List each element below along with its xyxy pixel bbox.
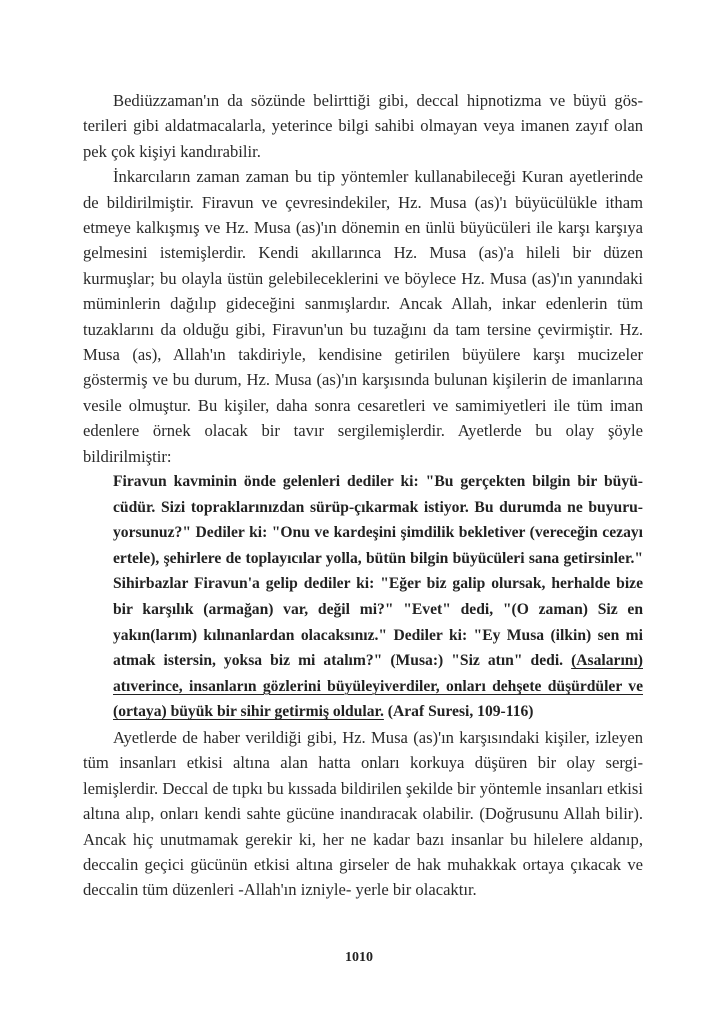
paragraph-intro: Bediüzzaman'ın da sözünde belirttiği gibi, deccal hipnotizma ve büyü gösterileri gibi aldatmacalarla, yeterince bilgi sahibi olmayan veya imanen zayıf olan pek çok kişiyi kandırabilir. [83,91,643,161]
page-number: 1010 [345,950,373,965]
paragraph-pharaoh-story: İnkarcıların zaman zaman bu tip yöntemler kullanabileceği Kuran ayetlerinde de bildirilmiştir. Firavun ve çevresindekiler, Hz. Musa (as)'ı büyücülükle itham etmeye kalkışmış ve Hz. Musa (as)'ın dönemin en ünlü büyücüleri ile karşı karşıya gelmesini istemişlerdir. Kendi akıllarınca Hz. Musa (as)'a hileli bir düzen kurmuşlar; bu olayla üstün gelebileceklerini ve böylece Hz. Musa (as)'ın yanındaki müminlerin dağılıp gideceğini sanmışlardır. Ancak Allah, inkar edenlerin tüm tuzaklarını da olduğu gibi, Firavun'un bu tuzağını da tam tersine çevirmiştir. Hz. Musa (as), Allah'ın takdiriyle, kendisine getirilen büyülere karşı mucizeler göstermiş ve bu durum, Hz. Musa (as)'ın karşısında bulunan kişilerin de imanlarına vesile olmuştur. Bu kişiler, daha sonra cesaretleri ve samimiyetleri ile tüm iman edenlere örnek olacak bir tavır sergilemişlerdir. Ayetlerde bu olay şöyle bildirilmiştir: [83,167,643,466]
page-body [83,88,643,903]
quran-quote-block [113,469,643,725]
quote-text: Firavun kavminin önde gelenleri dediler ki: "Bu gerçekten bilgin bir büyücüdür. Sizi topraklarınızdan sürüp-çıkarmak istiyor. Bu durumda ne buyuruyorsunuz?" Dediler ki: "Onu ve kardeşini şimdilik bekletiver (vereceğin cezayı ertele), şehirlere de toplayıcılar yolla, bütün bilgin büyücüleri sana getirsinler." Sihirbazlar Firavun'a gelip dediler ki: "Eğer biz galip olursak, herhalde bize bir karşılık (armağan) var, değil mi?" "Evet" dedi, "(O zaman) Siz en yakın(larım) kılınanlardan olacaksınız." Dediler ki: "Ey Musa (ilkin) sen mi atmak istersin, yoksa biz mi atalım?" (Musa:) "Siz atın" dedi. [113,473,643,670]
quote-citation: (Araf Suresi, 109-116) [383,703,534,721]
quote-underlined-text: (Asalarını) atıverince, insanların gözlerini büyüleyiverdiler, onları dehşete düşürdüler ve (ortaya) büyük bir sihir getirmiş oldular. [113,652,643,721]
paragraph-closing: Ayetlerde de haber verildiği gibi, Hz. Musa (as)'ın karşısındaki kişiler, izleyen tüm insanları etkisi altına alan hatta onları korkuya düşüren bir olay sergilemişlerdir. Deccal de tıpkı bu kıssada bildirilen şekilde bir yöntemle insanları etkisi altına alıp, onları kendi sahte gücüne inandıracak olabilir. (Doğrusunu Allah bilir). Ancak hiç unutmamak gerekir ki, her ne kadar bazı insanlar bu hilelere aldanıp, deccalin geçici gücünün etkisi altına girseler de hak muhakkak ortaya çıkacak ve deccalin tüm düzenleri -Allah'ın izniyle- yerle bir olacaktır. [83,728,643,900]
